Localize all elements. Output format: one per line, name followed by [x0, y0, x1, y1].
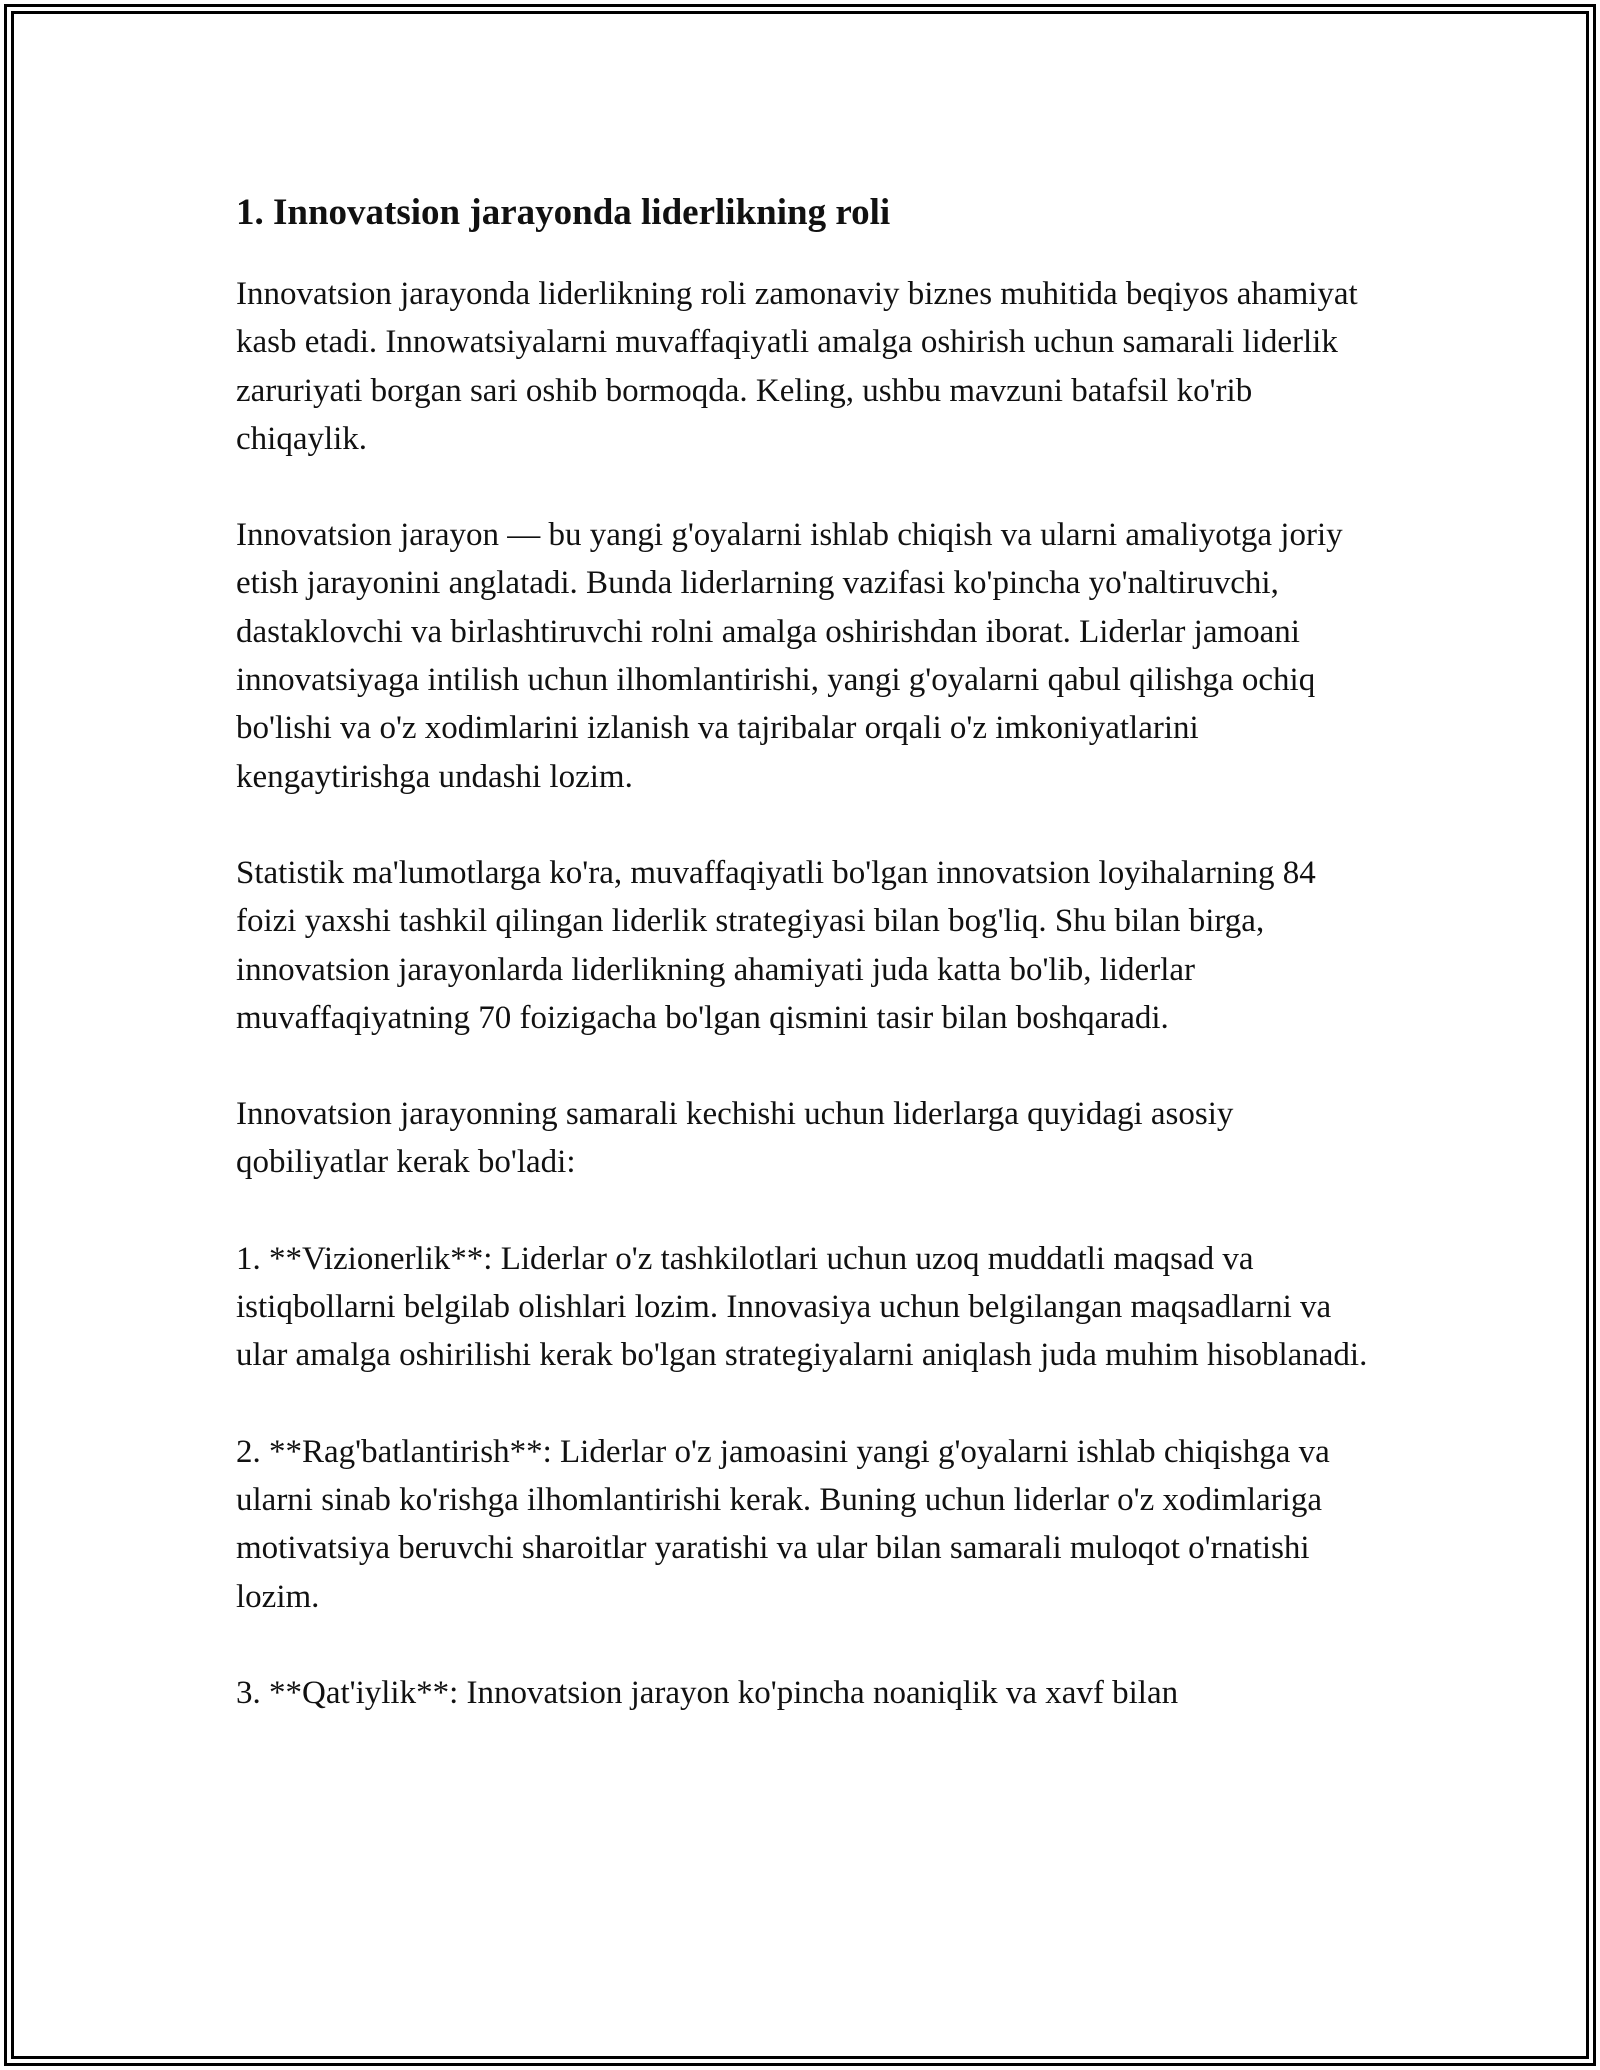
list-item-vision: 1. **Vizionerlik**: Liderlar o'z tashkilotlari uchun uzoq muddatli maqsad va istiqbollarni belgilab olishlari lozim. Innovasiya uchun belgilangan maqsadlarni va ular amalga oshirilishi kerak bo'lgan strategiyalarni aniqlash juda muhim hisoblanadi.: [236, 1240, 1368, 1374]
document-title: 1. Innovatsion jarayonda liderlikning roli: [236, 192, 891, 233]
paragraph-statistics: Statistik ma'lumotlarga ko'ra, muvaffaqiyatli bo'lgan innovatsion loyihalarning 84 foizi yaxshi tashkil qilingan liderlik strategiyasi bilan bog'liq. Shu bilan birga, innovatsion jarayonlarda liderlikning ahamiyati juda katta bo'lib, liderlar muvaffaqiyatning 70 foizigacha bo'lgan qismini tasir bilan boshqaradi.: [236, 854, 1316, 1036]
paragraph-abilities-intro: Innovatsion jarayonning samarali kechishi uchun liderlarga quyidagi asosiy qobiliyatlar kerak bo'ladi:: [236, 1096, 1234, 1181]
list-item-persistence: 3. **Qat'iylik**: Innovatsion jarayon ko'pincha noaniqlik va xavf bilan: [236, 1674, 1179, 1711]
list-item-motivation: 2. **Rag'batlantirish**: Liderlar o'z jamoasini yangi g'oyalarni ishlab chiqishga va ularni sinab ko'rishga ilhomlantirishi kerak. Buning uchun liderlar o'z xodimlariga motivatsiya beruvchi sharoitlar yaratishi va ular bilan samarali muloqot o'rnatishi lozim.: [236, 1433, 1330, 1615]
paragraph-definition: Innovatsion jarayon — bu yangi g'oyalarni ishlab chiqish va ularni amaliyotga joriy etish jarayonini anglatadi. Bunda liderlarning vazifasi ko'pincha yo'naltiruvchi, dastaklovchi va birlashtiruvchi rolni amalga oshirishdan iborat. Liderlar jamoani innovatsiyaga intilish uchun ilhomlantirishi, yangi g'oyalarni qabul qilishga ochiq bo'lishi va o'z xodimlarini izlanish va tajribalar orqali o'z imkoniyatlarini kengaytirishga undashi lozim.: [236, 517, 1343, 795]
document-body: [236, 182, 1376, 1717]
paragraph-intro: Innovatsion jarayonda liderlikning roli zamonaviy biznes muhitida beqiyos ahamiyat kasb etadi. Innowatsiyalarni muvaffaqiyatli amalga oshirish uchun samarali liderlik zaruriyati borgan sari oshib bormoqda. Keling, ushbu mavzuni batafsil ko'rib chiqaylik.: [236, 276, 1358, 457]
